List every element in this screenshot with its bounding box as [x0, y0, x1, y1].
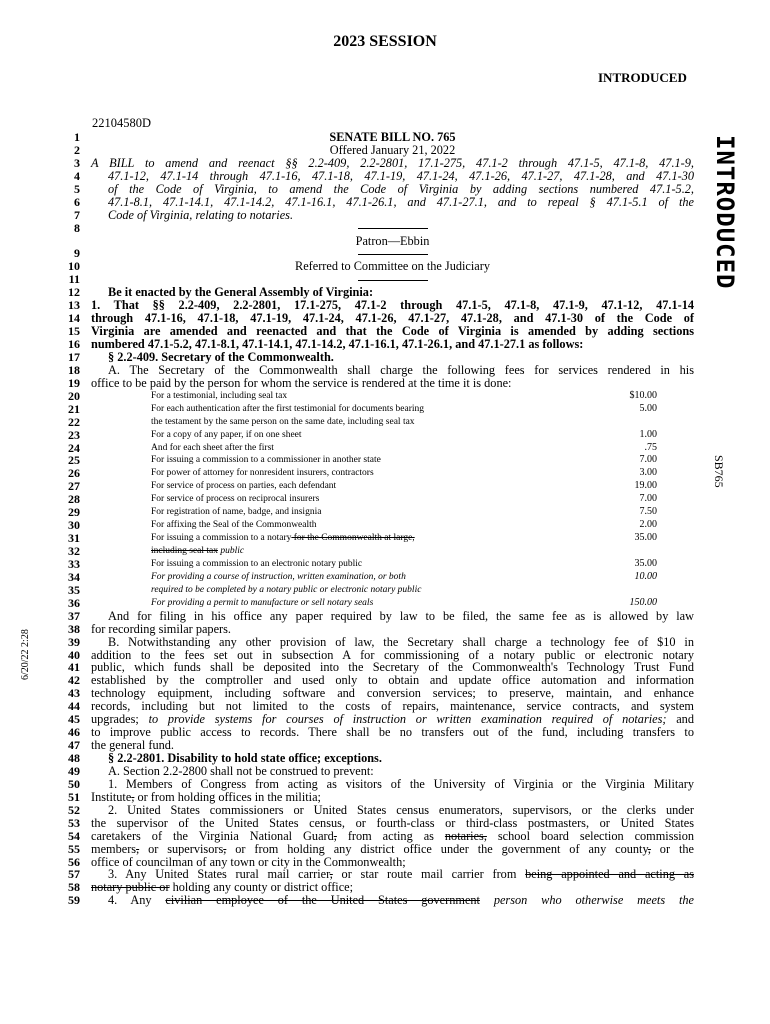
line: 12 Be it enacted by the General Assembly of Virginia:	[0, 286, 770, 299]
status-label: INTRODUCED	[598, 70, 687, 85]
bill-text	[0, 131, 770, 907]
line: 16 numbered 47.1-5.2, 47.1-8.1, 47.1-14.1, 47.1-14.2, 47.1-16.1, 47.1-26.1, and 47.1-27.1 as follows:	[0, 338, 770, 351]
line: 44 records, including but not limited to the costs of repairs, maintenance, service contracts, and system	[0, 700, 770, 713]
fee-amount: 7.00	[639, 454, 657, 466]
line	[0, 235, 770, 248]
line-number: 21	[68, 401, 80, 416]
fee-row	[0, 480, 770, 493]
line-number: 27	[68, 479, 80, 494]
line: 57 3. Any United States rural mail carrier, or star route mail carrier from being appointed and acting as	[0, 868, 770, 881]
line-number: 34	[68, 569, 80, 584]
fee-amount: 3.00	[639, 467, 657, 479]
line-number: 16	[68, 337, 80, 351]
fee-row	[0, 390, 770, 403]
line: 40 addition to the fees set out in subsection A for commissioning of a notary public or electronic notary	[0, 649, 770, 662]
line: 50 1. Members of Congress from acting as visitors of the University of Virginia or the Virginia Military	[0, 778, 770, 791]
line: 37 And for filing in his office any paper required by law to be filed, the same fee as is allowed by law	[0, 610, 770, 623]
fee-description: For each authentication after the first testimonial for documents bearing	[151, 403, 425, 414]
line-number: 40	[68, 647, 80, 662]
fee-description: For power of attorney for nonresident insurers, contractors	[151, 468, 374, 479]
fee-amount: 35.00	[634, 532, 657, 544]
line: 59 4. Any civilian employee of the United States government person who otherwise meets the	[0, 894, 770, 907]
line-number: 44	[68, 699, 80, 714]
line: 52 2. United States commissioners or United States census enumerators, supervisors, or the clerks under	[0, 804, 770, 817]
fee-description: For registration of name, badge, and insignia	[151, 507, 322, 518]
fee-row	[0, 442, 770, 455]
fee-row	[0, 532, 770, 545]
line-number: 22	[68, 414, 80, 429]
line-number: 41	[68, 660, 80, 675]
line: 19 office to be paid by the person for whom the service is rendered at the time it is done:	[0, 377, 770, 390]
line: 58 notary public or holding any county or district office;	[0, 881, 770, 894]
line-number: 42	[68, 673, 80, 688]
fee-description: For affixing the Seal of the Commonwealth	[151, 520, 317, 531]
line-number: 38	[68, 621, 80, 636]
line: 18 A. The Secretary of the Commonwealth shall charge the following fees for services rendered in his	[0, 364, 770, 377]
line: 3 A BILL to amend and reenact §§ 2.2-409, 2.2-2801, 17.1-275, 47.1-2 through 47.1-5, 47.1-8, 47.1-9,	[0, 157, 770, 170]
fee-amount: 10.00	[634, 570, 657, 582]
line: 13 1. That §§ 2.2-409, 2.2-2801, 17.1-275, 47.1-2 through 47.1-5, 47.1-8, 47.1-9, 47.1-12, 47.1-14	[0, 299, 770, 312]
fee-amount: 7.50	[639, 506, 657, 518]
fee-description: including seal tax public	[151, 546, 245, 556]
line	[0, 222, 770, 235]
fee-description: For providing a course of instruction, written examination, or both	[151, 571, 406, 582]
fee-description: For a copy of any paper, if on one sheet	[151, 429, 302, 440]
line-number: 28	[68, 492, 80, 507]
line-number: 47	[68, 738, 80, 753]
fee-description: For providing a permit to manufacture or sell notary seals	[151, 597, 374, 608]
line-number: 8	[74, 220, 80, 235]
introduced-stamp: INTRODUCED	[711, 135, 739, 290]
line	[0, 144, 770, 157]
line-number: 53	[68, 815, 80, 830]
line: 15 Virginia are amended and reenacted and that the Code of Virginia is amended by adding sections	[0, 325, 770, 338]
fee-amount: $10.00	[629, 389, 657, 401]
fee-row	[0, 571, 770, 584]
line: 6 47.1-8.1, 47.1-14.1, 47.1-14.2, 47.1-16.1, 47.1-26.1, and 47.1-27.1, and to repeal § 47.1-5.1 of the	[0, 196, 770, 209]
line-number: 23	[68, 427, 80, 442]
line-number: 45	[68, 712, 80, 727]
section-heading: § 2.2-2801. Disability to hold state office; exceptions.	[108, 751, 382, 765]
line-number: 2	[74, 142, 80, 157]
fee-description: the testament by the same person on the same date, including seal tax	[151, 416, 415, 427]
fee-description: For a testimonial, including seal tax	[151, 390, 288, 401]
line-number: 31	[68, 531, 80, 546]
line-number: 32	[68, 544, 80, 558]
line-number: 59	[68, 893, 80, 908]
line-number: 11	[68, 272, 80, 287]
patron: Patron—Ebbin	[355, 233, 430, 248]
line-number: 55	[68, 841, 80, 856]
line-number: 10	[68, 259, 80, 274]
session-heading: 2023 SESSION	[333, 33, 437, 50]
line-number: 35	[68, 582, 80, 597]
line-number: 39	[68, 634, 80, 649]
line-number: 26	[68, 466, 80, 481]
line-number: 20	[68, 388, 80, 403]
fee-amount: 7.00	[639, 493, 657, 505]
line-number: 9	[74, 246, 80, 261]
line-number: 29	[68, 505, 80, 520]
line	[0, 752, 770, 765]
line: 41 public, which funds shall be deposited into the Secretary of the Commonwealth's Technology Trust Fund	[0, 661, 770, 674]
line-number: 50	[68, 776, 80, 791]
line-number: 36	[68, 595, 80, 610]
line: 51 Institute, or from holding offices in the militia;	[0, 791, 770, 804]
line-number: 43	[68, 686, 80, 701]
fee-row	[0, 454, 770, 467]
line-number: 1	[74, 130, 80, 144]
fee-description: For issuing a commission to a commissioner in another state	[151, 455, 381, 466]
fee-row	[0, 429, 770, 442]
line: 43 technology equipment, including software and conversion services; to preserve, maintain, and enhance	[0, 687, 770, 700]
line	[0, 260, 770, 273]
fee-row	[0, 506, 770, 519]
line: 55 members, or supervisors, or from holding any district office under the government of any county, or the	[0, 843, 770, 856]
fee-amount: 150.00	[629, 596, 657, 608]
line-number: 54	[68, 828, 80, 843]
line: 42 established by the comptroller and used only to obtain and update office automation and information	[0, 674, 770, 687]
fee-description: For service of process on parties, each defendant	[151, 481, 337, 492]
line-number: 12	[68, 285, 80, 300]
line-number: 51	[68, 789, 80, 804]
line: 39 B. Notwithstanding any other provision of law, the Secretary shall charge a technology fee of $10 in	[0, 636, 770, 649]
fee-row	[0, 584, 770, 597]
line-number: 5	[74, 181, 80, 196]
line-number: 14	[68, 311, 80, 326]
line-number: 13	[68, 298, 80, 313]
line	[0, 131, 770, 144]
fee-row	[0, 597, 770, 610]
line-number: 49	[68, 763, 80, 778]
line: 53 the supervisor of the United States census, or fourth-class or third-class postmasters, or United States	[0, 817, 770, 830]
line-number: 7	[74, 207, 80, 222]
fee-amount: 2.00	[639, 519, 657, 531]
fee-amount: .75	[644, 441, 657, 453]
fee-row	[0, 403, 770, 416]
fee-amount: 1.00	[639, 428, 657, 440]
fee-description: For issuing a commission to an electronic notary public	[151, 558, 363, 569]
bill-number-margin: SB765	[712, 455, 726, 488]
offered-date: Offered January 21, 2022	[329, 142, 456, 157]
document-id: 22104580D	[92, 116, 152, 130]
line-number: 48	[68, 751, 80, 765]
line: 45 upgrades; to provide systems for courses of instruction or written examination required of notaries; and	[0, 713, 770, 726]
line: 5 of the Code of Virginia, to amend the Code of Virginia by adding sections numbered 47.1-5.2,	[0, 183, 770, 196]
line-number: 30	[68, 518, 80, 533]
line: 14 through 47.1-16, 47.1-18, 47.1-19, 47.1-24, 47.1-26, 47.1-27, 47.1-28, and 47.1-30 of the Code of	[0, 312, 770, 325]
line: 54 caretakers of the Virginia National Guard, from acting as notaries, school board selection commission	[0, 830, 770, 843]
line-number: 6	[74, 194, 80, 209]
print-date-margin: 6/20/22 2:28	[20, 629, 31, 680]
referred-committee: Referred to Committee on the Judiciary	[295, 259, 490, 274]
line-number: 57	[68, 867, 80, 882]
line-number: 33	[68, 556, 80, 571]
fee-row	[0, 545, 770, 558]
line: 56 office of councilman of any town or city in the Commonwealth;	[0, 856, 770, 869]
line	[0, 351, 770, 364]
divider	[91, 222, 694, 235]
line-number: 15	[68, 324, 80, 339]
line-number: 17	[68, 349, 80, 364]
line-number: 24	[68, 440, 80, 455]
fee-amount: 5.00	[639, 402, 657, 414]
line: 46 to improve public access to records. There shall be no transfers out of the fund, including transfers to	[0, 726, 770, 739]
line-number: 25	[68, 453, 80, 468]
fee-description: required to be completed by a notary public or electronic notary public	[151, 584, 422, 595]
fee-row	[0, 416, 770, 429]
bill-title: SENATE BILL NO. 765	[329, 130, 456, 144]
line-number: 4	[74, 168, 80, 183]
line: 49 A. Section 2.2-2800 shall not be construed to prevent:	[0, 765, 770, 778]
fee-amount: 19.00	[634, 480, 657, 492]
line-number: 56	[68, 854, 80, 869]
fee-row	[0, 467, 770, 480]
fee-description: And for each sheet after the first	[151, 442, 274, 453]
fee-row	[0, 558, 770, 571]
fee-description: For issuing a commission to a notary for the Commonwealth at large,	[151, 533, 415, 544]
line: 47 the general fund.	[0, 739, 770, 752]
fee-amount: 35.00	[634, 557, 657, 569]
line-number: 52	[68, 802, 80, 817]
line: 38 for recording similar papers.	[0, 623, 770, 636]
fee-row	[0, 519, 770, 532]
line-number: 3	[74, 155, 80, 170]
fee-description: For service of process on reciprocal insurers	[151, 494, 320, 505]
line-number: 37	[68, 608, 80, 623]
line-number: 18	[68, 362, 80, 377]
line-number: 46	[68, 725, 80, 740]
line: 4 47.1-12, 47.1-14 through 47.1-16, 47.1-18, 47.1-19, 47.1-24, 47.1-26, 47.1-27, 47.1-28, and 47.1-30	[0, 170, 770, 183]
line: 7 Code of Virginia, relating to notaries.	[0, 209, 770, 222]
section-heading: § 2.2-409. Secretary of the Commonwealth.	[108, 349, 334, 364]
fee-row	[0, 493, 770, 506]
line-number: 19	[68, 375, 80, 390]
line-number: 58	[68, 880, 80, 895]
